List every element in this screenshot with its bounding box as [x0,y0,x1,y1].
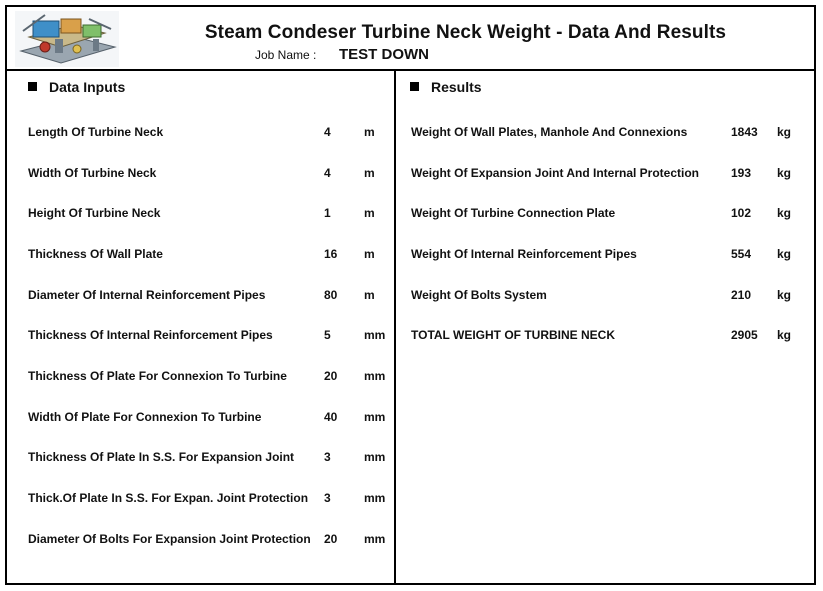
input-unit: m [364,288,375,302]
input-label: Width Of Plate For Connexion To Turbine [28,410,262,424]
data-inputs-heading [28,79,125,95]
result-label: Weight Of Expansion Joint And Internal Protection [411,166,700,180]
input-value: 1 [324,206,331,220]
input-label: Thickness Of Plate In S.S. For Expansion Joint [28,450,295,464]
result-value: 554 [731,247,752,261]
input-label: Thickness Of Plate For Connexion To Turbine [28,369,287,383]
job-name-value: TEST DOWN [339,46,429,63]
results-title: Results [431,79,482,95]
result-label: Weight Of Internal Reinforcement Pipes [411,247,637,261]
input-unit: mm [364,532,386,546]
input-value: 5 [324,328,331,342]
result-value: 102 [731,206,752,220]
total-weight-value: 2905 [731,328,758,342]
input-label: Length Of Turbine Neck [28,125,164,139]
result-value: 1843 [731,125,758,139]
input-label: Diameter Of Internal Reinforcement Pipes [28,288,266,302]
page-title: Steam Condeser Turbine Neck Weight - Data And Results [204,22,727,43]
bullet-square-icon [410,82,419,91]
input-value: 80 [324,288,338,302]
result-label: Weight Of Turbine Connection Plate [411,206,616,220]
report-frame [5,5,816,585]
result-unit: kg [777,206,792,220]
input-unit: mm [364,491,386,505]
bullet-square-icon [28,82,37,91]
total-weight-unit: kg [777,328,792,342]
input-unit: mm [364,369,386,383]
input-value: 16 [324,247,338,261]
input-label: Thick.Of Plate In S.S. For Expan. Joint Protection [28,491,309,505]
input-value: 4 [324,166,331,180]
input-value: 40 [324,410,338,424]
results-heading [410,79,482,95]
input-value: 3 [324,450,331,464]
input-label: Thickness Of Internal Reinforcement Pipes [28,328,273,342]
input-label: Width Of Turbine Neck [28,166,157,180]
report-header [7,7,814,71]
input-value: 3 [324,491,331,505]
input-value: 20 [324,369,338,383]
turbine-condenser-icon [15,11,119,67]
input-unit: mm [364,450,386,464]
input-unit: m [364,166,375,180]
input-unit: m [364,125,375,139]
input-value: 4 [324,125,331,139]
input-label: Height Of Turbine Neck [28,206,161,220]
result-unit: kg [777,288,792,302]
input-unit: m [364,247,375,261]
result-value: 193 [731,166,752,180]
result-value: 210 [731,288,752,302]
input-unit: mm [364,328,386,342]
result-label: Weight Of Wall Plates, Manhole And Connexions [411,125,688,139]
result-label: Weight Of Bolts System [411,288,547,302]
input-value: 20 [324,532,338,546]
result-unit: kg [777,247,792,261]
column-divider [394,70,396,585]
job-name-label: Job Name : [255,48,317,62]
input-label: Thickness Of Wall Plate [28,247,163,261]
input-unit: m [364,206,375,220]
input-label: Diameter Of Bolts For Expansion Joint Protection [28,532,311,546]
total-weight-label: TOTAL WEIGHT OF TURBINE NECK [411,328,615,342]
input-unit: mm [364,410,386,424]
result-unit: kg [777,125,792,139]
data-inputs-title: Data Inputs [49,79,126,95]
result-unit: kg [777,166,792,180]
